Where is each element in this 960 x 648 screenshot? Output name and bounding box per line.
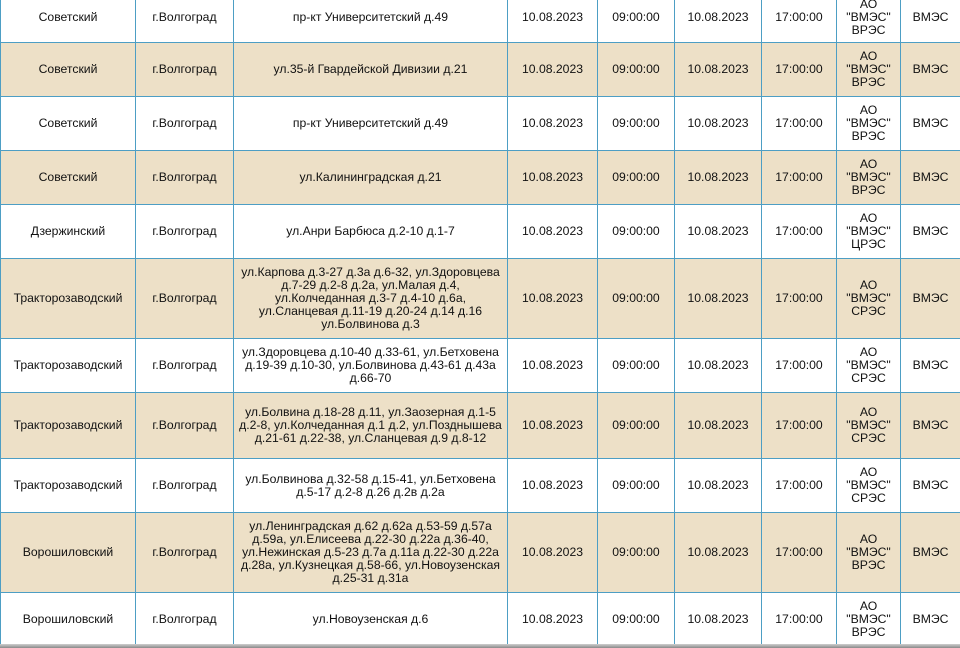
start-time-cell: 09:00:00	[598, 339, 675, 393]
district-cell: Советский	[1, 97, 136, 151]
table-row	[1, 593, 960, 647]
bottom-edge-strip	[0, 644, 960, 648]
organization-cell: АО "ВМЭС" ВРЭС	[837, 151, 901, 205]
table-row	[1, 513, 960, 593]
company-cell: ВМЭС	[901, 459, 960, 513]
end-date-cell: 10.08.2023	[675, 393, 762, 459]
district-cell: Ворошиловский	[1, 593, 136, 647]
city-cell: г.Волгоград	[136, 151, 234, 205]
end-time-cell: 17:00:00	[762, 513, 837, 593]
start-date-cell: 10.08.2023	[508, 259, 598, 339]
company-cell: ВМЭС	[901, 393, 960, 459]
table-row	[1, 459, 960, 513]
city-cell: г.Волгоград	[136, 259, 234, 339]
start-date-cell: 10.08.2023	[508, 339, 598, 393]
city-cell: г.Волгоград	[136, 339, 234, 393]
end-time-cell: 17:00:00	[762, 151, 837, 205]
table-row	[1, 43, 960, 97]
address-cell: ул.Калининградская д.21	[234, 151, 508, 205]
end-date-cell: 10.08.2023	[675, 339, 762, 393]
end-time-cell: 17:00:00	[762, 393, 837, 459]
start-time-cell: 09:00:00	[598, 97, 675, 151]
end-time-cell: 17:00:00	[762, 43, 837, 97]
table-row	[1, 393, 960, 459]
company-cell: ВМЭС	[901, 513, 960, 593]
end-time-cell: 17:00:00	[762, 205, 837, 259]
start-time-cell: 09:00:00	[598, 513, 675, 593]
company-cell: ВМЭС	[901, 0, 960, 43]
start-time-cell: 09:00:00	[598, 393, 675, 459]
organization-cell: АО "ВМЭС" СРЭС	[837, 339, 901, 393]
organization-cell: АО "ВМЭС" ЦРЭС	[837, 205, 901, 259]
end-time-cell: 17:00:00	[762, 259, 837, 339]
start-date-cell: 10.08.2023	[508, 205, 598, 259]
end-date-cell: 10.08.2023	[675, 459, 762, 513]
district-cell: Тракторозаводский	[1, 459, 136, 513]
organization-cell: АО "ВМЭС" ВРЭС	[837, 0, 901, 43]
district-cell: Советский	[1, 43, 136, 97]
end-time-cell: 17:00:00	[762, 339, 837, 393]
city-cell: г.Волгоград	[136, 0, 234, 43]
start-time-cell: 09:00:00	[598, 0, 675, 43]
start-time-cell: 09:00:00	[598, 459, 675, 513]
district-cell: Тракторозаводский	[1, 259, 136, 339]
table-row	[1, 259, 960, 339]
organization-cell: АО "ВМЭС" ВРЭС	[837, 593, 901, 647]
start-date-cell: 10.08.2023	[508, 151, 598, 205]
company-cell: ВМЭС	[901, 593, 960, 647]
start-time-cell: 09:00:00	[598, 205, 675, 259]
table-row	[1, 97, 960, 151]
end-date-cell: 10.08.2023	[675, 97, 762, 151]
city-cell: г.Волгоград	[136, 43, 234, 97]
end-time-cell: 17:00:00	[762, 593, 837, 647]
district-cell: Тракторозаводский	[1, 339, 136, 393]
end-time-cell: 17:00:00	[762, 459, 837, 513]
table-row	[1, 0, 960, 43]
start-date-cell: 10.08.2023	[508, 97, 598, 151]
table-row	[1, 339, 960, 393]
organization-cell: АО "ВМЭС" ВРЭС	[837, 97, 901, 151]
start-time-cell: 09:00:00	[598, 593, 675, 647]
city-cell: г.Волгоград	[136, 593, 234, 647]
end-date-cell: 10.08.2023	[675, 0, 762, 43]
start-date-cell: 10.08.2023	[508, 459, 598, 513]
company-cell: ВМЭС	[901, 43, 960, 97]
address-cell: пр-кт Университетский д.49	[234, 97, 508, 151]
end-date-cell: 10.08.2023	[675, 259, 762, 339]
organization-cell: АО "ВМЭС" ВРЭС	[837, 43, 901, 97]
district-cell: Советский	[1, 151, 136, 205]
end-date-cell: 10.08.2023	[675, 151, 762, 205]
table-row	[1, 151, 960, 205]
city-cell: г.Волгоград	[136, 393, 234, 459]
city-cell: г.Волгоград	[136, 205, 234, 259]
end-date-cell: 10.08.2023	[675, 593, 762, 647]
address-cell: ул.Новоузенская д.6	[234, 593, 508, 647]
address-cell: ул.Карпова д.3-27 д.3а д.6-32, ул.Здоровцева д.7-29 д.2-8 д.2а, ул.Малая д.4, ул.Колчеданная д.3-7 д.4-10 д.6а, ул.Сланцевая д.11-19 д.20-24 д.14 д.16 ул.Болвинова д.3	[234, 259, 508, 339]
organization-cell: АО "ВМЭС" СРЭС	[837, 459, 901, 513]
organization-cell: АО "ВМЭС" ВРЭС	[837, 513, 901, 593]
end-date-cell: 10.08.2023	[675, 513, 762, 593]
district-cell: Ворошиловский	[1, 513, 136, 593]
city-cell: г.Волгоград	[136, 459, 234, 513]
company-cell: ВМЭС	[901, 97, 960, 151]
table-row	[1, 205, 960, 259]
start-time-cell: 09:00:00	[598, 151, 675, 205]
end-date-cell: 10.08.2023	[675, 205, 762, 259]
end-date-cell: 10.08.2023	[675, 43, 762, 97]
company-cell: ВМЭС	[901, 205, 960, 259]
address-cell: ул.Ленинградская д.62 д.62а д.53-59 д.57а д.59а, ул.Елисеева д.22-30 д.22а д.36-40, ул.Нежинская д.5-23 д.7а д.11а д.22-30 д.22а д.28а, ул.Кузнецкая д.58-66, ул.Новоузенская д.25-31 д.31а	[234, 513, 508, 593]
start-date-cell: 10.08.2023	[508, 513, 598, 593]
start-date-cell: 10.08.2023	[508, 593, 598, 647]
address-cell: ул.35-й Гвардейской Дивизии д.21	[234, 43, 508, 97]
start-date-cell: 10.08.2023	[508, 43, 598, 97]
city-cell: г.Волгоград	[136, 513, 234, 593]
address-cell: ул.Болвина д.18-28 д.11, ул.Заозерная д.1-5 д.2-8, ул.Колчеданная д.1 д.2, ул.Позднышева д.21-61 д.22-38, ул.Сланцевая д.9 д.8-12	[234, 393, 508, 459]
organization-cell: АО "ВМЭС" СРЭС	[837, 259, 901, 339]
company-cell: ВМЭС	[901, 259, 960, 339]
address-cell: ул.Здоровцева д.10-40 д.33-61, ул.Бетховена д.19-39 д.10-30, ул.Болвинова д.43-61 д.43а д.66-70	[234, 339, 508, 393]
district-cell: Советский	[1, 0, 136, 43]
district-cell: Дзержинский	[1, 205, 136, 259]
start-time-cell: 09:00:00	[598, 43, 675, 97]
address-cell: ул.Анри Барбюса д.2-10 д.1-7	[234, 205, 508, 259]
end-time-cell: 17:00:00	[762, 0, 837, 43]
start-time-cell: 09:00:00	[598, 259, 675, 339]
address-cell: пр-кт Университетский д.49	[234, 0, 508, 43]
organization-cell: АО "ВМЭС" СРЭС	[837, 393, 901, 459]
district-cell: Тракторозаводский	[1, 393, 136, 459]
start-date-cell: 10.08.2023	[508, 393, 598, 459]
address-cell: ул.Болвинова д.32-58 д.15-41, ул.Бетховена д.5-17 д.2-8 д.26 д.2в д.2а	[234, 459, 508, 513]
start-date-cell: 10.08.2023	[508, 0, 598, 43]
table-body	[1, 0, 960, 647]
company-cell: ВМЭС	[901, 151, 960, 205]
city-cell: г.Волгоград	[136, 97, 234, 151]
end-time-cell: 17:00:00	[762, 97, 837, 151]
company-cell: ВМЭС	[901, 339, 960, 393]
